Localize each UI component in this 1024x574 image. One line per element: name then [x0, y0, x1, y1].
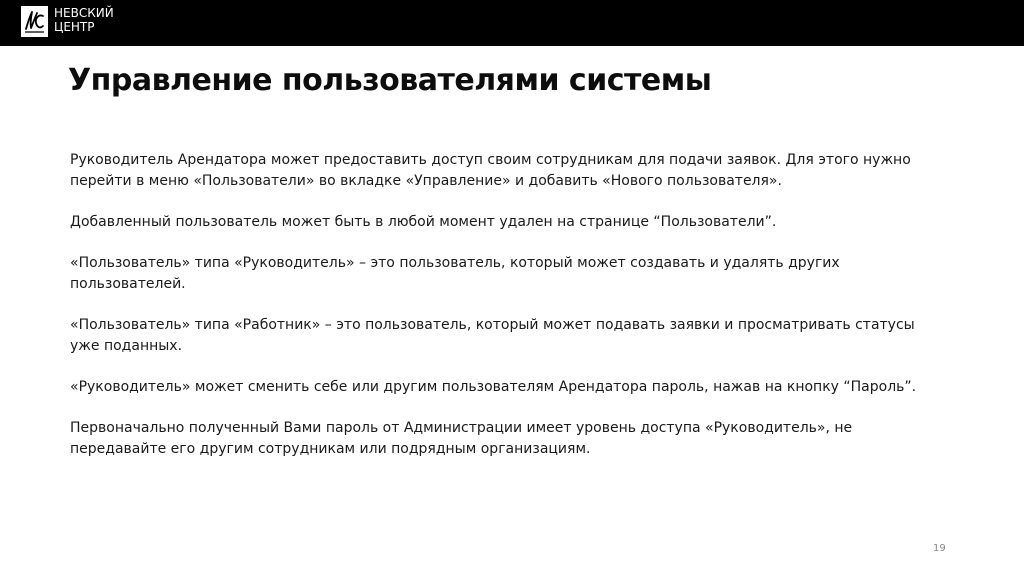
text-line: пользователей.: [70, 276, 186, 292]
logo-wordmark: [54, 6, 114, 34]
text-line: передавайте его другим сотрудникам или подрядным организациям.: [70, 441, 591, 457]
logo-line-1: НЕВСКИЙ: [54, 6, 114, 20]
text-line: уже поданных.: [70, 338, 183, 354]
paragraph-delete-user: [70, 212, 990, 233]
text-line: перейти в меню «Пользователи» во вкладке «Управление» и добавить «Нового пользователя».: [70, 173, 782, 189]
page-number: 19: [933, 543, 946, 554]
text-line: Первоначально полученный Вами пароль от Администрации имеет уровень доступа «Руководитель», не: [70, 420, 853, 436]
text-line: «Пользователь» типа «Работник» – это пользователь, который может подавать заявки и просматривать статусы: [70, 317, 915, 333]
paragraph-initial-password: [70, 418, 990, 460]
slide-body: [70, 150, 990, 480]
paragraph-add-user: [70, 150, 990, 192]
text-line: Руководитель Арендатора может предоставить доступ своим сотрудникам для подачи заявок. Для этого нужно: [70, 152, 911, 168]
text-line: «Пользователь» типа «Руководитель» – это пользователь, который может создавать и удалять других: [70, 255, 840, 271]
logo-icon: [21, 6, 48, 37]
text-line: «Руководитель» может сменить себе или другим пользователям Арендатора пароль, нажав на кнопку “Пароль”.: [70, 379, 917, 395]
paragraph-role-worker: [70, 315, 990, 357]
paragraph-password-change: [70, 377, 990, 398]
logo-line-2: ЦЕНТР: [54, 20, 95, 34]
paragraph-role-manager: [70, 253, 990, 295]
logo-monogram-icon: [23, 8, 46, 35]
text-line: Добавленный пользователь может быть в любой момент удален на странице “Пользователи”.: [70, 214, 777, 230]
header-bar: [0, 0, 1024, 46]
slide-title: Управление пользователями системы: [68, 63, 712, 98]
